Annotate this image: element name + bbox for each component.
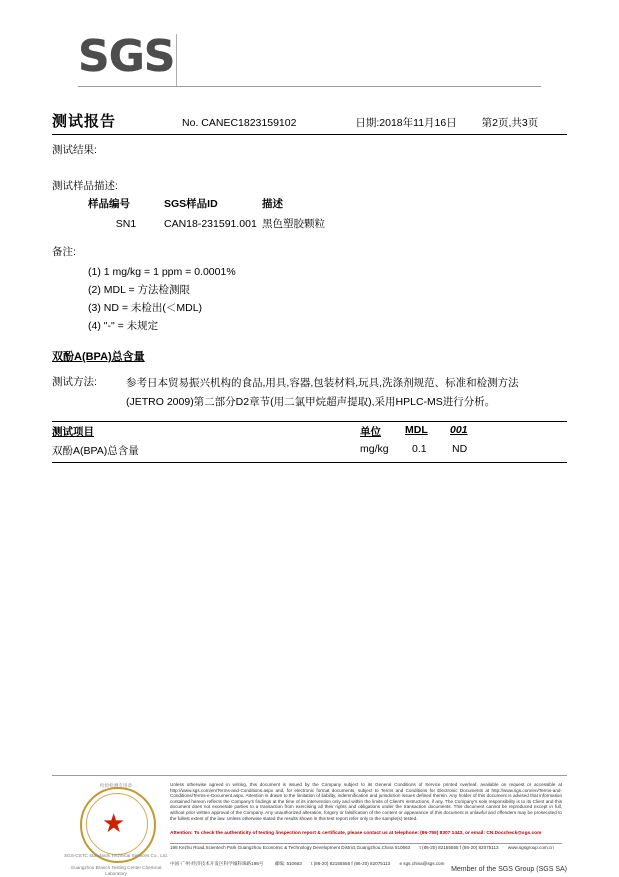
col-sample-no: 样品编号 bbox=[88, 198, 130, 210]
header-rule bbox=[78, 86, 541, 87]
remark-item: (1) 1 mg/kg = 1 ppm = 0.0001% bbox=[88, 266, 236, 278]
stamp-top-text: 检验检测专用章 bbox=[99, 783, 133, 788]
page-title: 测试报告 bbox=[52, 113, 117, 130]
legal-disclaimer: Unless otherwise agreed in writing, this document is issued by the Company subject to its General Conditions of Service printed overleaf, available on request or accessible at http://www.sgs.com/en/Terms-and-Conditions.aspx and, for electronic format documents, subject to Terms and Conditions for Electronic Documents at http://www.sgs.com/en/Terms-and-Conditions/Terms-e-Document.aspx. Attention is drawn to the limitation of liability, indemnification and jurisdiction issues defined therein. Any holder of this document is advised that information contained hereon reflects the Company's findings at the time of its intervention only and within the limits of Client's instructions, if any. The Company's sole responsibility is to its Client and this document does not exonerate parties to a transaction from exercising all their rights and obligations under the transaction documents. This document cannot be reproduced except in full, without prior written approval of the Company. Any unauthorized alteration, forgery or falsification of the content or appearance of this document is unlawful and offenders may be prosecuted to the fullest extent of the law. Unless otherwise stated the results shown in this test report refer only to the sample(s) tested. bbox=[170, 782, 562, 821]
remark-item: (3) ND = 未检出(＜MDL) bbox=[88, 302, 203, 314]
col-description: 描述 bbox=[262, 198, 283, 210]
result-cell-unit: mg/kg bbox=[360, 443, 389, 455]
cell-description: 黑色塑胶颗粒 bbox=[262, 218, 325, 230]
result-col-unit: 单位 bbox=[360, 426, 381, 438]
sgs-logo bbox=[78, 31, 188, 82]
sgs-logo-text: SGS bbox=[78, 31, 175, 82]
member-note: Member of the SGS Group (SGS SA) bbox=[451, 866, 567, 873]
result-cell-item: 双酚A(BPA)总含量 bbox=[52, 445, 139, 457]
method-label: 测试方法: bbox=[52, 376, 97, 388]
report-date-label: 日期: bbox=[355, 117, 380, 129]
sample-table bbox=[88, 196, 382, 231]
section-heading-bpa: 双酚A(BPA)总含量 bbox=[52, 351, 145, 363]
address-cn-zip: 邮编: 510663 bbox=[274, 861, 302, 866]
cell-sample-no: SN1 bbox=[115, 217, 137, 230]
report-no-value: CANEC1823159102 bbox=[201, 117, 297, 129]
report-title-row bbox=[52, 110, 567, 131]
remark-item: (4) "-" = 未规定 bbox=[88, 320, 159, 332]
address-cn-email: e sgs.china@sgs.com bbox=[399, 861, 445, 866]
address-en-text: 198 Kezhu Road,Scientech Park Guangzhou Economic & Technology Development District,Guangzhou,China 510663 bbox=[170, 845, 411, 850]
remark-item: (2) MDL = 方法检测限 bbox=[88, 284, 190, 296]
cell-sgs-id: CAN18-231591.001 bbox=[164, 217, 257, 230]
method-text: 参考日本贸易振兴机构的食品,用具,容器,包装材料,玩具,洗涤剂规范、标准和检测方法(JETRO 2009)第二部分D2章节(用二氯甲烷超声提取),采用HPLC-MS进行分析。 bbox=[126, 377, 519, 408]
official-stamp: ★ 检验检测专用章 SGS-CSTC Standards Technical Services Co., Ltd. Guangzhou Branch Testing Center Chemical Laboratory bbox=[62, 783, 170, 863]
footer-rule bbox=[52, 775, 567, 776]
result-col-item: 测试项目 bbox=[52, 426, 94, 438]
report-date-value: 2018年11月16日 bbox=[379, 117, 457, 129]
col-sgs-id: SGS样品ID bbox=[164, 198, 218, 210]
address-rule bbox=[170, 843, 562, 844]
table-row bbox=[88, 216, 382, 231]
address-en-web: www.sgsgroup.com.cn bbox=[507, 845, 554, 850]
logo-divider bbox=[176, 34, 177, 86]
result-table-bottom-rule bbox=[52, 462, 567, 463]
stamp-mid-text: SGS-CSTC Standards Technical Services Co., Ltd. bbox=[64, 853, 168, 858]
result-cell-mdl: 0.1 bbox=[412, 443, 427, 455]
address-cn-text: 中国·广州·经济技术开发区科学城科珠路198号 bbox=[170, 861, 264, 866]
report-no-label: No. bbox=[182, 117, 199, 129]
authenticity-notice: Attention: To check the authenticity of testing /inspection report & certificate, please contact us at telephone: (86-755) 8307 1443, or email: CN.Doccheck@sgs.com bbox=[170, 831, 542, 836]
title-rule bbox=[52, 134, 567, 135]
result-cell-value: ND bbox=[452, 443, 468, 455]
sample-description-label: 测试样品描述: bbox=[52, 180, 118, 192]
stamp-bottom-text: Guangzhou Branch Testing Center Chemical Laboratory bbox=[70, 865, 162, 876]
page-count: 第2页,共3页 bbox=[481, 117, 539, 129]
address-line-en bbox=[170, 845, 562, 852]
address-en-phone: t (86-20) 82155555 f (86-20) 82075113 bbox=[419, 845, 499, 850]
result-col-sample-001: 001 bbox=[450, 424, 468, 436]
report-meta bbox=[182, 115, 538, 130]
result-col-mdl: MDL bbox=[405, 424, 428, 436]
result-table-top-rule bbox=[52, 421, 567, 422]
address-cn-phone: t (86-20) 82155555 f (86-20) 82075113 bbox=[311, 861, 391, 866]
remarks-label: 备注: bbox=[52, 246, 76, 258]
results-label: 测试结果: bbox=[52, 144, 97, 156]
table-header-row bbox=[88, 196, 382, 216]
